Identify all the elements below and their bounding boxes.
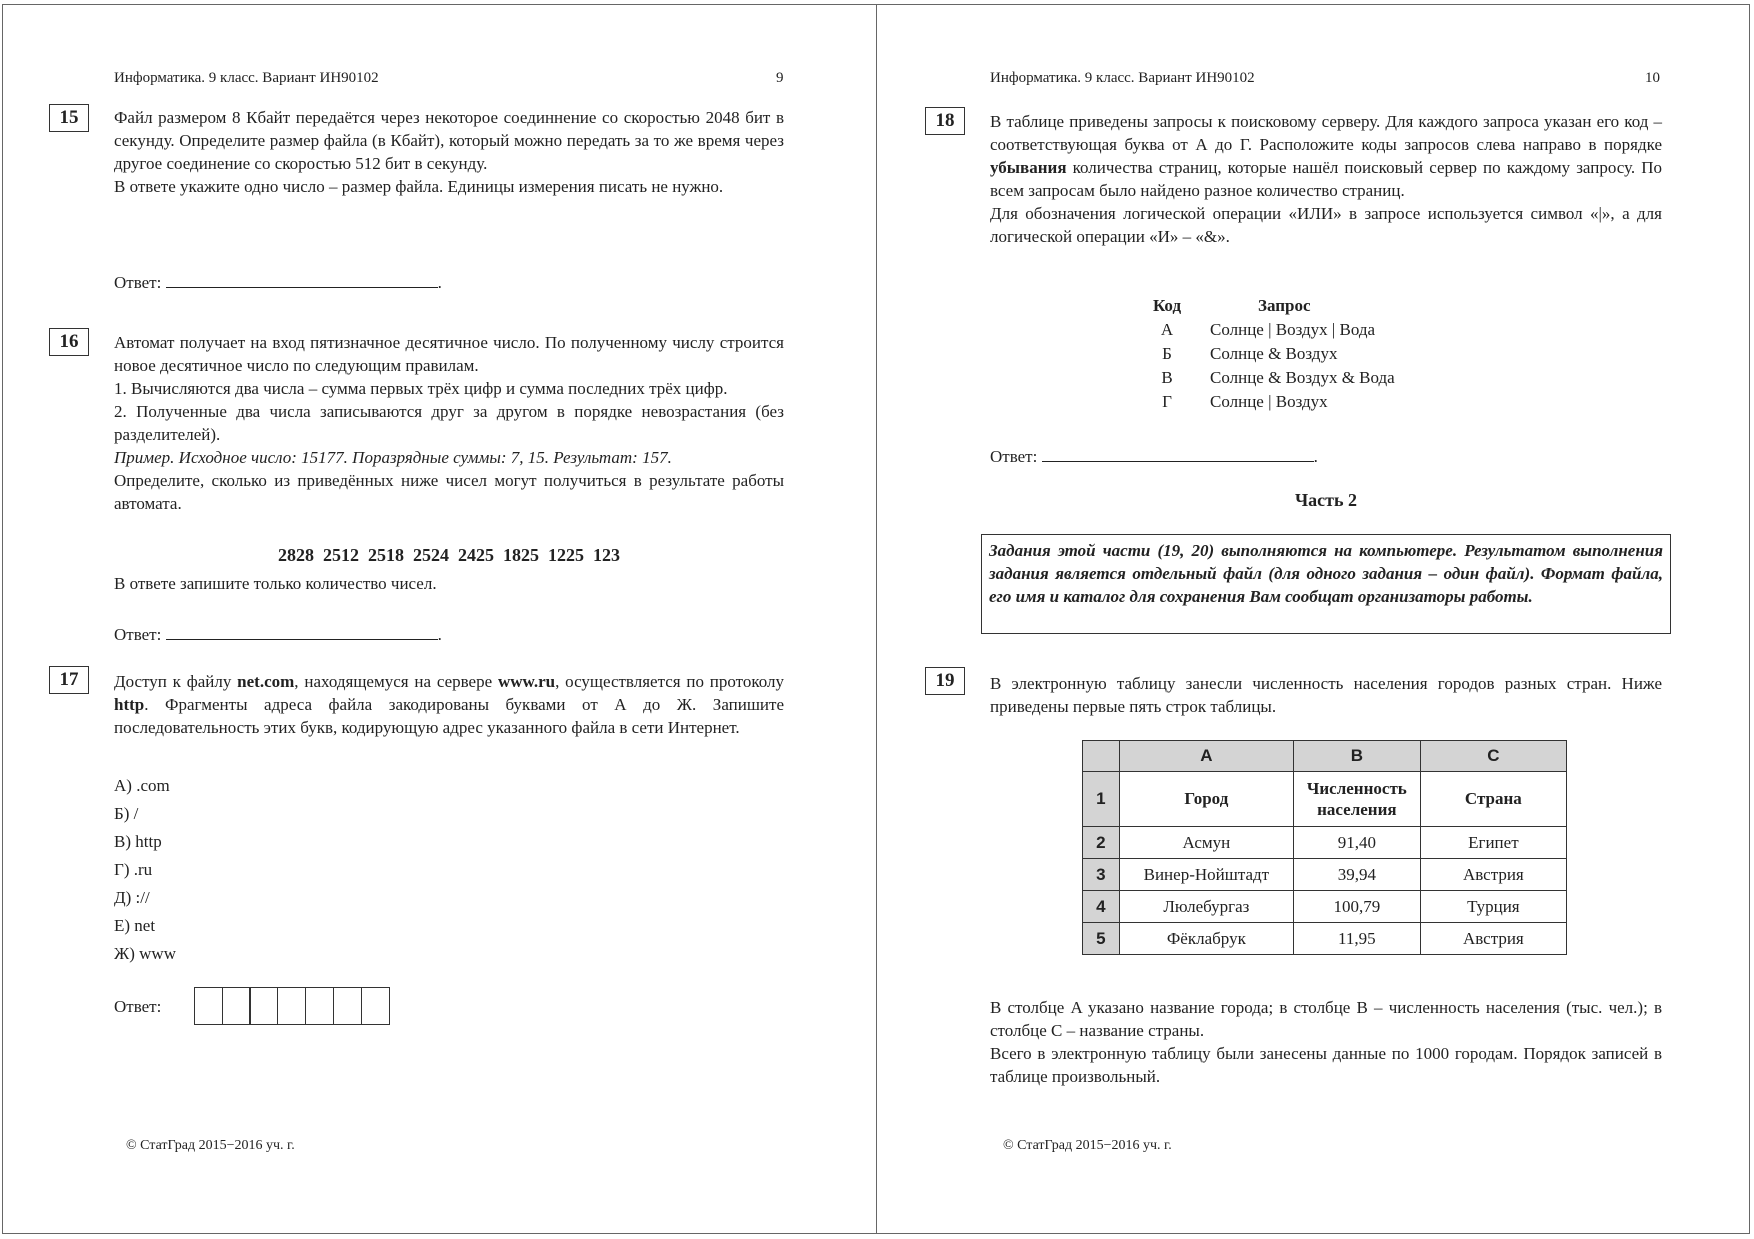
answer-box[interactable] [194, 987, 223, 1025]
answer-box[interactable] [333, 987, 362, 1025]
sheet-corner-cell [1083, 741, 1120, 772]
answer-box[interactable] [277, 987, 306, 1025]
option-item: А) .com [114, 776, 170, 795]
sheet-row [1083, 891, 1567, 923]
task-17-answer-boxes[interactable] [195, 987, 390, 1025]
option-item: Е) net [114, 916, 156, 935]
answer-box[interactable] [305, 987, 334, 1025]
task-16-paragraph-2: 1. Вычисляются два числа – сумма первых трёх цифр и сумма последних трёх цифр. [114, 379, 728, 398]
sheet-col-header: A [1119, 741, 1293, 772]
task-18-bold-word: убывания [990, 158, 1067, 177]
left-page-number: 9 [776, 70, 784, 86]
task-17-options [114, 776, 176, 972]
sheet-cell: Фёклабрук [1119, 923, 1293, 955]
sheet-cell: 91,40 [1293, 827, 1420, 859]
left-page-footer: © СтатГрад 2015−2016 уч. г. [126, 1138, 295, 1153]
answer-dot: . [437, 625, 442, 644]
task-18-text-1: В таблице приведены запросы к поисковому серверу. Для каждого запроса указан его код – соответствующая буква от А до Г. Расположите коды запросов слева направо в порядке [990, 112, 1662, 154]
page-divider [876, 4, 877, 1234]
sheet-cell: Город [1119, 772, 1293, 827]
answer-label: Ответ: [114, 625, 162, 644]
task-16-paragraph-1: Автомат получает на вход пятизначное десятичное число. По полученному числу строится новое десятичное число по следующим правилам. [114, 333, 784, 375]
answer-label: Ответ: [114, 273, 162, 292]
task-18-text-2: количества страниц, которые нашёл поисковый сервер по каждому запросу. По всем запросам было найдено разное количество страниц. [990, 158, 1662, 200]
answer-line[interactable] [166, 623, 438, 640]
sheet-cell: Численность населения [1293, 772, 1420, 827]
sheet-row-header: 4 [1083, 891, 1120, 923]
answer-box[interactable] [361, 987, 390, 1025]
query-text: Солнце & Воздух [1210, 344, 1338, 363]
query-table-header [1136, 296, 1558, 320]
right-page-header: Информатика. 9 класс. Вариант ИН90102 [990, 70, 1255, 86]
query-row [1136, 392, 1558, 416]
spreadsheet-table [1082, 740, 1567, 955]
task-17-server-name: www.ru [497, 672, 556, 691]
sheet-cell: 100,79 [1293, 891, 1420, 923]
sheet-row-header: 3 [1083, 859, 1120, 891]
task-17-text-3: , осуществляется по протоколу [555, 672, 784, 691]
task-16-text [114, 331, 784, 515]
task-19-paragraph-3: Всего в электронную таблицу были занесены данные по 1000 городам. Порядок записей в таблице произвольный. [990, 1044, 1662, 1086]
task-19-text-after [990, 996, 1662, 1088]
option-item: В) http [114, 832, 162, 851]
query-code: А [1160, 320, 1174, 339]
sheet-row-header: 2 [1083, 827, 1120, 859]
task-15-answer [114, 271, 442, 293]
answer-label: Ответ: [990, 447, 1038, 466]
sheet-row [1083, 859, 1567, 891]
query-row [1136, 344, 1558, 368]
sheet-cell: Страна [1420, 772, 1566, 827]
right-page-number: 10 [1645, 70, 1660, 86]
task-17-protocol: http [114, 695, 145, 714]
task-17-text-1: Доступ к файлу [114, 672, 238, 691]
option-item: Д) :// [114, 888, 150, 907]
col-query-header: Запрос [1258, 296, 1311, 315]
task-19-text: В электронную таблицу занесли численность населения городов разных стран. Ниже приведены первые пять строк таблицы. [990, 674, 1662, 716]
sheet-cell: Люлебургаз [1119, 891, 1293, 923]
sheet-row [1083, 827, 1567, 859]
query-code: Б [1162, 344, 1172, 363]
query-code: В [1161, 368, 1173, 387]
col-code-header: Код [1152, 296, 1182, 315]
task-15-text [114, 106, 784, 198]
sheet-row-header: 1 [1083, 772, 1120, 827]
task-16-paragraph-5: В ответе запишите только количество чисел. [114, 574, 437, 593]
sheet-col-header: B [1293, 741, 1420, 772]
query-code: Г [1162, 392, 1172, 411]
task-17-text-2: , находящемуся на сервере [294, 672, 498, 691]
sheet-row [1083, 923, 1567, 955]
task-19-paragraph-2: В столбце A указано название города; в столбце B – численность населения (тыс. чел.); в столбце C – название страны. [990, 998, 1662, 1040]
answer-line[interactable] [166, 271, 438, 288]
task-17-number: 17 [49, 666, 89, 694]
sheet-cell: Турция [1420, 891, 1566, 923]
answer-dot: . [1313, 447, 1318, 466]
task-15-paragraph-1: Файл размером 8 Кбайт передаётся через некоторое соединнение со скоростью 2048 бит в секунду. Определите размер файла (в Кбайт), который можно передать за то же время через другое соединение со скоростью 512 бит в секунду. [114, 108, 784, 173]
answer-box[interactable] [222, 987, 251, 1025]
option-item: Б) / [114, 804, 139, 823]
answer-line[interactable] [1042, 445, 1314, 462]
task-16-answer [114, 623, 442, 645]
answer-dot: . [437, 273, 442, 292]
task-17-text-4: . Фрагменты адреса файла закодированы буквами от А до Ж. Запишите последовательность этих букв, кодирующую адрес указанного файла в сети Интернет. [114, 695, 784, 737]
task-18-text [990, 110, 1662, 248]
query-row [1136, 368, 1558, 392]
sheet-col-header: C [1420, 741, 1566, 772]
task-18-number: 18 [925, 107, 965, 135]
task-15-number: 15 [49, 104, 89, 132]
sheet-cell: Египет [1420, 827, 1566, 859]
task-16-example: Пример. Исходное число: 15177. Поразрядные суммы: 7, 15. Результат: 157. [114, 448, 672, 467]
task-18-query-table [1136, 296, 1558, 416]
task-16-number: 16 [49, 328, 89, 356]
sheet-row [1083, 772, 1567, 827]
task-16-numbers: 2828 2512 2518 2524 2425 1825 1225 123 [278, 545, 620, 565]
task-16-paragraph-4: Определите, сколько из приведённых ниже чисел могут получиться в результате работы автомата. [114, 471, 784, 513]
query-text: Солнце | Воздух | Вода [1210, 320, 1376, 339]
left-page-header: Информатика. 9 класс. Вариант ИН90102 [114, 70, 379, 86]
task-17-answer-label: Ответ: [114, 997, 162, 1016]
query-text: Солнце & Воздух & Вода [1210, 368, 1395, 387]
query-row [1136, 320, 1558, 344]
option-item: Г) .ru [114, 860, 153, 879]
part-2-title: Часть 2 [1294, 490, 1358, 510]
answer-box[interactable] [249, 987, 278, 1025]
sheet-cell: Австрия [1420, 923, 1566, 955]
task-17-file-name: net.com [237, 672, 295, 691]
sheet-cell: 39,94 [1293, 859, 1420, 891]
sheet-cell: Австрия [1420, 859, 1566, 891]
right-page-footer: © СтатГрад 2015−2016 уч. г. [1003, 1138, 1172, 1153]
sheet-cell: 11,95 [1293, 923, 1420, 955]
sheet-row-header: 5 [1083, 923, 1120, 955]
sheet-cell: Винер-Нойштадт [1119, 859, 1293, 891]
task-16-paragraph-3: 2. Полученные два числа записываются друг за другом в порядке невозрастания (без разделителей). [114, 402, 784, 444]
task-19-number: 19 [925, 667, 965, 695]
part-2-note: Задания этой части (19, 20) выполняются на компьютере. Результатом выполнения задания является отдельный файл (для одного задания – один файл). Формат файла, его имя и каталог для сохранения Вам сообщат организаторы работы. [981, 534, 1671, 634]
task-18-paragraph-2: Для обозначения логической операции «ИЛИ» в запросе используется символ «|», а для логической операции «И» – «&». [990, 204, 1662, 246]
task-17-text [114, 670, 784, 739]
option-item: Ж) www [114, 944, 176, 963]
sheet-column-headers [1083, 741, 1567, 772]
task-18-answer [990, 445, 1318, 467]
query-text: Солнце | Воздух [1210, 392, 1328, 411]
sheet-cell: Асмун [1119, 827, 1293, 859]
task-15-paragraph-2: В ответе укажите одно число – размер файла. Единицы измерения писать не нужно. [114, 177, 724, 196]
